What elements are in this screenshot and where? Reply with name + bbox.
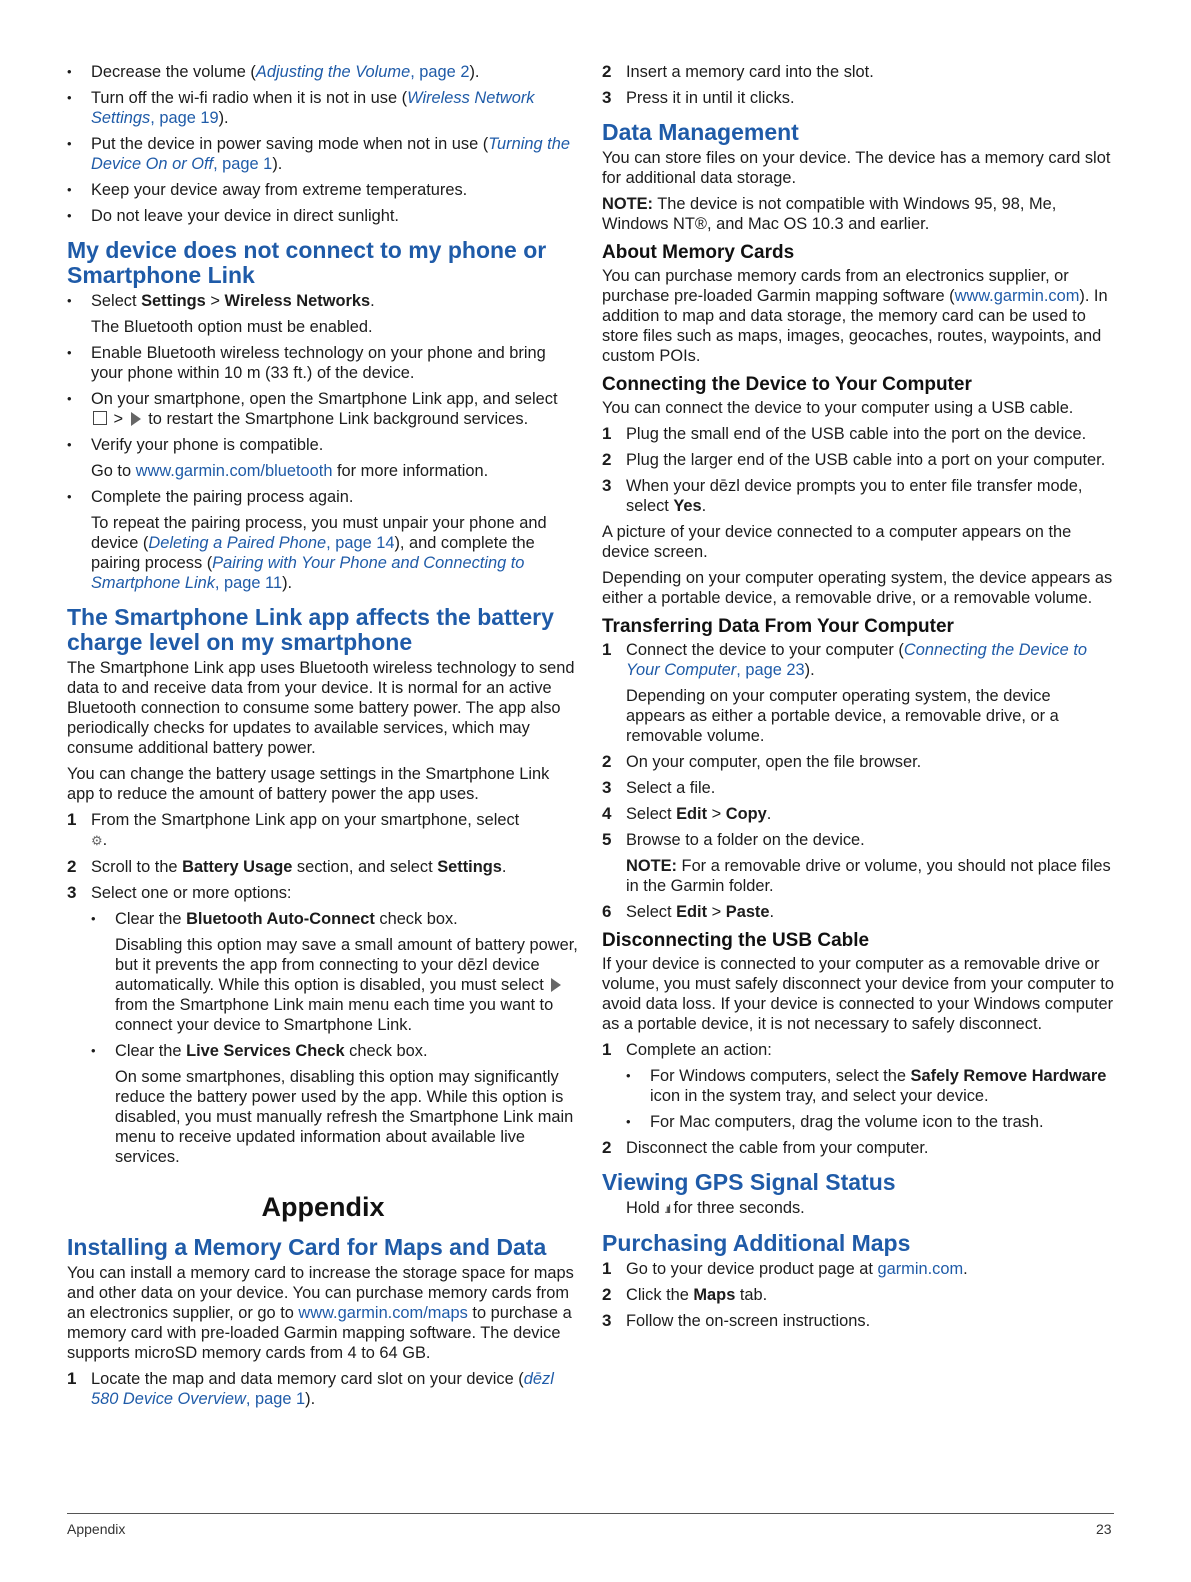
list-item: • Keep your device away from extreme temperatures. [67,180,579,200]
list-item: • Complete the pairing process again. [67,487,579,507]
subsection-heading: Disconnecting the USB Cable [602,930,870,951]
step: 1 Connect the device to your computer (Connecting the Device to Your Computer, page 23). [602,640,1088,679]
list-item: • For Windows computers, select the Safely Remove Hardware icon in the system tray, and select your device. [602,1066,1114,1106]
list-item: • Clear the Live Services Check check box. [67,1041,579,1061]
step: 1 From the Smartphone Link app on your smartphone, select ⚙. [67,810,520,849]
list-item: • Put the device in power saving mode when not in use (Turning the Device On or Off, page 1). [67,134,579,174]
paragraph: A picture of your device connected to a computer appears on the device screen. [602,523,1072,561]
section-heading: Purchasing Additional Maps [602,1230,911,1256]
step: 4 Select Edit > Copy. [602,804,772,823]
link[interactable]: www.garmin.com/maps [298,1304,468,1322]
left-column [67,62,579,1415]
paragraph: Depending on your computer operating system, the device appears as either a portable device, a removable drive, or a removable volume. [602,569,1113,607]
footer-rule [67,1513,1114,1514]
link[interactable]: www.garmin.com [954,287,1080,305]
square-icon [93,411,107,425]
link[interactable]: Connecting the Device to Your Computer, page 23 [626,641,1088,679]
page-number: 23 [1096,1521,1112,1537]
section-heading: My device does not connect to my phone or Smartphone Link [67,237,547,288]
paragraph: You can change the battery usage settings in the Smartphone Link app to reduce the amount of battery power the app uses. [67,765,550,803]
section-heading: The Smartphone Link app affects the battery charge level on my smartphone [67,604,554,655]
list-item: • Do not leave your device in direct sunlight. [67,206,579,226]
step: 2 Disconnect the cable from your computer. [602,1138,929,1157]
gear-icon: ⚙ [91,833,103,848]
chapter-title: Appendix [261,1192,385,1222]
subsection-heading: Transferring Data From Your Computer [602,616,954,637]
link[interactable]: dēzl 580 Device Overview, page 1 [91,1370,554,1408]
list-note: The Bluetooth option must be enabled. [91,318,373,336]
play-icon [131,412,141,426]
paragraph: You can store files on your device. The device has a memory card slot for additional data storage. [602,149,1111,187]
subsection-heading: Connecting the Device to Your Computer [602,374,972,395]
step: 3 Select a file. [602,778,716,797]
link[interactable]: Adjusting the Volume, page 2 [255,63,470,81]
step: 2 On your computer, open the file browser. [602,752,922,771]
link[interactable]: Deleting a Paired Phone, page 14 [148,534,395,552]
step: 2 Click the Maps tab. [602,1285,768,1304]
note: NOTE: The device is not compatible with Windows 95, 98, Me, Windows NT®, and Mac OS 10.3 and earlier. [602,195,1057,233]
list-item: • On your smartphone, open the Smartphone Link app, and select > to restart the Smartphone Link background services. [67,389,579,429]
list-note: Go to www.garmin.com/bluetooth for more information. [91,462,489,480]
list-item: • Decrease the volume (Adjusting the Volume, page 2). [67,62,579,82]
subsection-heading: About Memory Cards [602,242,795,263]
step: 1 Plug the small end of the USB cable into the port on the device. [602,424,1087,443]
play-icon [551,978,561,992]
link[interactable]: www.garmin.com/bluetooth [135,462,333,480]
list-note: To repeat the pairing process, you must unpair your phone and device (Deleting a Paired Phone, page 14), and complete the pairing process (Pairing with Your Phone and Connecting to Smartphone Link, page 11). [91,514,547,592]
step: 1 Complete an action: [602,1040,772,1059]
paragraph: You can connect the device to your computer using a USB cable. [602,399,1074,417]
step: 1 Locate the map and data memory card slot on your device (dēzl 580 Device Overview, page 1). [67,1369,554,1408]
signal-bars-icon: .ııl [664,1202,669,1216]
list-item: • For Mac computers, drag the volume icon to the trash. [602,1112,1114,1132]
step: 3 Follow the on-screen instructions. [602,1311,871,1330]
section-heading: Installing a Memory Card for Maps and Data [67,1234,547,1260]
list-note: Disabling this option may save a small amount of battery power, but it prevents the app from connecting to your dēzl device automatically. While this option is disabled, you must select from the Smartphone Link main menu each time you want to connect your device to Smartphone Link. [115,936,578,1034]
step: 3 Press it in until it clicks. [602,88,795,107]
section-heading: Data Management [602,119,799,145]
list-item: • Select Settings > Wireless Networks. [67,291,579,311]
list-note: On some smartphones, disabling this option may significantly reduce the battery power used by the app. While this option is disabled, you must manually refresh the Smartphone Link main menu to receive updated information about available live services. [115,1068,574,1166]
step: 3 Select one or more options: [67,883,292,902]
list-item: • Clear the Bluetooth Auto-Connect check box. [67,909,579,929]
paragraph: Hold .ııl for three seconds. [626,1199,805,1217]
list-note: Depending on your computer operating system, the device appears as either a portable device, a removable drive, or a removable volume. [626,687,1059,745]
list-note: NOTE: For a removable drive or volume, you should not place files in the Garmin folder. [626,857,1111,895]
step: 2 Scroll to the Battery Usage section, and select Settings. [67,857,507,876]
list-item: • Turn off the wi-fi radio when it is not in use (Wireless Network Settings, page 19). [67,88,579,128]
step: 1 Go to your device product page at garmin.com. [602,1259,968,1278]
step: 5 Browse to a folder on the device. [602,830,865,849]
step: 2 Insert a memory card into the slot. [602,62,874,81]
paragraph: If your device is connected to your computer as a removable drive or volume, you must safely disconnect your device from your computer to avoid data loss. If your device is connected to your Windows computer as a portable device, it is not necessary to safely disconnect. [602,955,1114,1033]
link[interactable]: Pairing with Your Phone and Connecting to Smartphone Link, page 11 [91,554,525,592]
link[interactable]: Wireless Network Settings, page 19 [91,89,535,127]
paragraph: You can purchase memory cards from an electronics supplier, or purchase pre-loaded Garmin mapping software (www.garmin.com). In addition to map and data storage, the memory card can be used to store files such as maps, images, geocaches, routes, waypoints, and custom POIs. [602,267,1108,365]
step: 3 When your dēzl device prompts you to enter file transfer mode, select Yes. [602,476,1083,515]
list-item: • Verify your phone is compatible. [67,435,579,455]
step: 2 Plug the larger end of the USB cable into a port on your computer. [602,450,1106,469]
step: 6 Select Edit > Paste. [602,902,775,921]
paragraph: The Smartphone Link app uses Bluetooth wireless technology to send data to and receive data from your device. It is normal for an active Bluetooth connection to consume some battery power. The app also periodically checks for updates to available services, which may consume additional battery power. [67,659,575,757]
link[interactable]: garmin.com [877,1260,964,1278]
right-column [602,62,1114,1337]
footer-section: Appendix [67,1521,126,1537]
list-item: • Enable Bluetooth wireless technology on your phone and bring your phone within 10 m (33 ft.) of the device. [67,343,579,383]
paragraph: You can install a memory card to increase the storage space for maps and other data on your device. You can purchase memory cards from an electronics supplier, or go to www.garmin.com/maps to purchase a memory card with pre-loaded Garmin mapping software. The device supports microSD memory cards from 4 to 64 GB. [67,1264,574,1362]
link[interactable]: Turning the Device On or Off, page 1 [91,135,570,173]
section-heading: Viewing GPS Signal Status [602,1169,896,1195]
